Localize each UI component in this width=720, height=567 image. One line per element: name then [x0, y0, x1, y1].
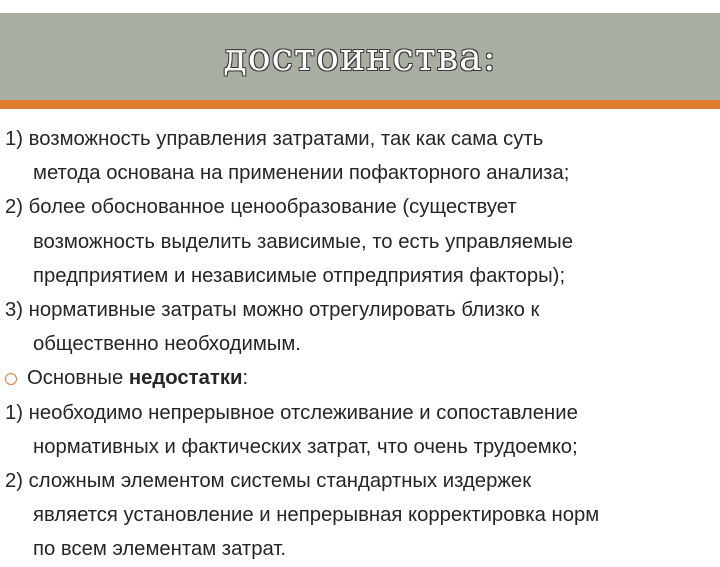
bullet-suffix: :: [242, 367, 249, 390]
list-item-2-cont: предприятием и независимые отпредприятия факторы);: [33, 264, 566, 287]
title-band: [0, 13, 720, 100]
slide-content: [5, 122, 717, 567]
list-item-4-cont: нормативных и фактических затрат, что очень трудоемко;: [33, 435, 578, 458]
list-item-3-cont: общественно необходимым.: [33, 333, 301, 356]
list-item-2-cont: возможность выделить зависимые, то есть управляемые: [33, 230, 574, 253]
list-item-2: 2) более обоснованное ценообразование (существует: [5, 196, 517, 219]
list-item-5-cont: является установление и непрерывная корректировка норм: [33, 504, 600, 527]
bullet-circle-icon: [5, 373, 17, 385]
bullet-prefix: Основные: [27, 367, 129, 390]
list-item-5-cont: по всем элементам затрат.: [33, 538, 287, 561]
accent-bar: [0, 100, 720, 109]
list-item-5: 2) сложным элементом системы стандартных издержек: [5, 470, 532, 493]
list-item-1-cont: метода основана на применении пофакторного анализа;: [33, 162, 570, 185]
bullet-heading: [5, 361, 717, 395]
bullet-bold-word: недостатки: [128, 367, 243, 390]
slide-title: достоинства:: [223, 34, 497, 79]
list-item-3: 3) нормативные затраты можно отрегулировать близко к: [5, 299, 540, 322]
list-item-4: 1) необходимо непрерывное отслеживание и сопоставление: [5, 401, 578, 424]
list-item-1: 1) возможность управления затратами, так как сама суть: [5, 128, 544, 150]
